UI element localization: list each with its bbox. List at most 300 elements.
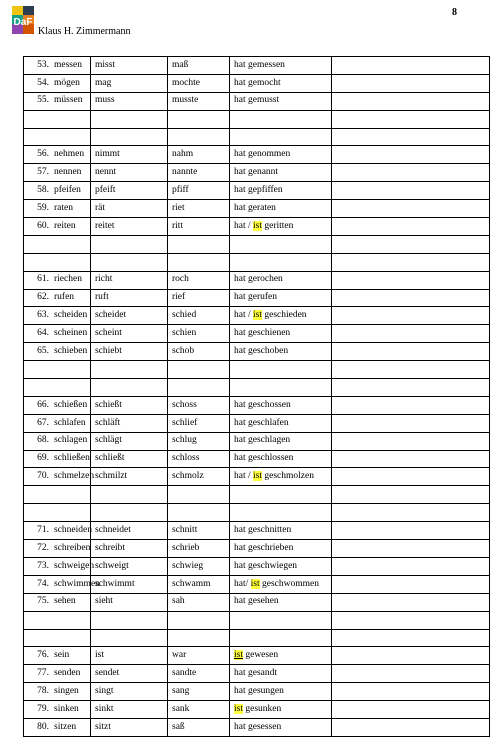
- past-cell: war: [168, 647, 230, 665]
- present-cell: reitet: [91, 218, 168, 236]
- perfect-cell: hat gerochen: [230, 271, 332, 289]
- past-cell: nannte: [168, 164, 230, 182]
- past-cell: sah: [168, 593, 230, 611]
- present-cell: schlägt: [91, 432, 168, 450]
- perfect-cell: [230, 575, 332, 593]
- perfect-cell: [230, 110, 332, 128]
- perfect-cell: [230, 629, 332, 647]
- infinitive-cell: [24, 629, 91, 647]
- page-number: 8: [452, 7, 457, 18]
- row-number: 72.: [37, 542, 49, 553]
- past-cell: schlug: [168, 432, 230, 450]
- past-cell: [168, 629, 230, 647]
- infinitive-cell: [24, 289, 91, 307]
- present-cell: [91, 379, 168, 397]
- present-cell: [91, 486, 168, 504]
- perfect-cell: hat geschwiegen: [230, 557, 332, 575]
- perfect-cell: hat gepfiffen: [230, 182, 332, 200]
- row-number: 73.: [37, 560, 49, 571]
- infinitive-cell: [24, 200, 91, 218]
- present-cell: schläft: [91, 414, 168, 432]
- infinitive-cell: [24, 379, 91, 397]
- perfect-cell: [230, 701, 332, 719]
- author-name: Klaus H. Zimmermann: [38, 26, 131, 37]
- row-number: 66.: [37, 399, 49, 410]
- infinitive-cell: [24, 557, 95, 575]
- past-cell: [168, 379, 230, 397]
- perfect-cell: hat genommen: [230, 146, 332, 164]
- blank-row: [24, 110, 490, 128]
- present-cell: [91, 235, 168, 253]
- daf-logo: [12, 6, 34, 34]
- verb-table: [23, 56, 490, 737]
- infinitive: schweigen: [54, 560, 95, 571]
- table-row: [24, 146, 490, 164]
- past-cell: [168, 361, 230, 379]
- past-cell: schob: [168, 343, 230, 361]
- table-row: [24, 396, 490, 414]
- infinitive: schieben: [54, 345, 88, 356]
- table-row: [24, 432, 490, 450]
- empty-cell: [332, 289, 490, 307]
- highlighted-aux: ist: [250, 578, 260, 589]
- table-row: [24, 325, 490, 343]
- infinitive-cell: [24, 575, 100, 593]
- empty-cell: [332, 200, 490, 218]
- past-cell: [168, 110, 230, 128]
- row-number: 56.: [37, 149, 49, 160]
- infinitive-cell: [24, 361, 91, 379]
- past-cell: schwieg: [168, 557, 230, 575]
- present-cell: scheint: [91, 325, 168, 343]
- perfect-cell: [230, 504, 332, 522]
- empty-cell: [332, 611, 490, 629]
- empty-cell: [332, 575, 490, 593]
- infinitive: scheiden: [54, 310, 88, 321]
- present-cell: [91, 504, 168, 522]
- row-number: 60.: [37, 220, 49, 231]
- empty-cell: [332, 629, 490, 647]
- perfect-cell: [230, 486, 332, 504]
- past-cell: schwamm: [168, 575, 230, 593]
- past-cell: schmolz: [168, 468, 230, 486]
- highlighted-aux: ist: [253, 220, 262, 231]
- infinitive: schlafen: [54, 417, 86, 428]
- past-cell: saß: [168, 718, 230, 736]
- present-cell: sitzt: [91, 718, 168, 736]
- perfect-cell: hat geschoben: [230, 343, 332, 361]
- empty-cell: [332, 271, 490, 289]
- row-number: 63.: [37, 310, 49, 321]
- infinitive-cell: [24, 182, 91, 200]
- empty-cell: [332, 486, 490, 504]
- infinitive-cell: [24, 701, 91, 719]
- row-number: 54.: [37, 77, 49, 88]
- row-number: 80.: [37, 721, 49, 732]
- table-row: [24, 92, 490, 110]
- present-cell: misst: [91, 57, 168, 75]
- infinitive-cell: [24, 57, 91, 75]
- past-cell: riet: [168, 200, 230, 218]
- perfect-cell: [230, 253, 332, 271]
- present-cell: ruft: [91, 289, 168, 307]
- table-row: [24, 200, 490, 218]
- infinitive-cell: [24, 218, 91, 236]
- infinitive-cell: [24, 253, 91, 271]
- empty-cell: [332, 647, 490, 665]
- perfect-cell: [230, 647, 332, 665]
- empty-cell: [332, 361, 490, 379]
- empty-cell: [332, 92, 490, 110]
- table-row: [24, 540, 490, 558]
- empty-cell: [332, 540, 490, 558]
- empty-cell: [332, 593, 490, 611]
- infinitive: schließen: [54, 453, 90, 464]
- infinitive-cell: [24, 504, 91, 522]
- infinitive-cell: [24, 522, 91, 540]
- svg-text:DaF: DaF: [13, 17, 33, 28]
- infinitive-cell: [24, 128, 91, 146]
- past-cell: roch: [168, 271, 230, 289]
- present-cell: [91, 361, 168, 379]
- perfect-cell: hat gesandt: [230, 665, 332, 683]
- present-cell: [91, 253, 168, 271]
- participle: geschmolzen: [261, 471, 314, 482]
- table-row: [24, 683, 490, 701]
- infinitive: nennen: [54, 167, 82, 178]
- highlighted-aux: ist: [234, 650, 243, 661]
- infinitive-cell: [24, 683, 91, 701]
- perfect-cell: hat genannt: [230, 164, 332, 182]
- perfect-cell: hat geschienen: [230, 325, 332, 343]
- empty-cell: [332, 74, 490, 92]
- blank-row: [24, 629, 490, 647]
- table-row: [24, 182, 490, 200]
- past-cell: nahm: [168, 146, 230, 164]
- perfect-cell: [230, 218, 332, 236]
- infinitive-cell: [24, 718, 91, 736]
- empty-cell: [332, 379, 490, 397]
- row-number: 65.: [37, 345, 49, 356]
- row-number: 62.: [37, 292, 49, 303]
- row-number: 68.: [37, 435, 49, 446]
- infinitive: singen: [54, 685, 79, 696]
- past-cell: schnitt: [168, 522, 230, 540]
- present-cell: [91, 629, 168, 647]
- past-cell: sandte: [168, 665, 230, 683]
- present-cell: scheidet: [91, 307, 168, 325]
- past-cell: sang: [168, 683, 230, 701]
- perfect-cell: hat gemusst: [230, 92, 332, 110]
- infinitive-cell: [24, 396, 91, 414]
- present-cell: schiebt: [91, 343, 168, 361]
- present-cell: [91, 110, 168, 128]
- past-cell: schied: [168, 307, 230, 325]
- empty-cell: [332, 557, 490, 575]
- row-number: 76.: [37, 650, 49, 661]
- infinitive-cell: [24, 611, 91, 629]
- empty-cell: [332, 504, 490, 522]
- table-row: [24, 557, 490, 575]
- participle: geschwommen: [259, 578, 319, 589]
- participle: gewesen: [242, 650, 279, 661]
- infinitive: sein: [54, 650, 70, 661]
- row-number: 64.: [37, 328, 49, 339]
- perfect-cell: hat gesehen: [230, 593, 332, 611]
- infinitive: schießen: [54, 399, 88, 410]
- empty-cell: [332, 182, 490, 200]
- perfect-cell: [230, 361, 332, 379]
- table-row: [24, 271, 490, 289]
- infinitive-cell: [24, 486, 91, 504]
- present-cell: schweigt: [91, 557, 168, 575]
- empty-cell: [332, 718, 490, 736]
- empty-cell: [332, 128, 490, 146]
- table-row: [24, 718, 490, 736]
- infinitive: scheinen: [54, 328, 88, 339]
- perfect-cell: hat gemessen: [230, 57, 332, 75]
- table-row: [24, 164, 490, 182]
- past-cell: [168, 253, 230, 271]
- highlighted-aux: ist: [253, 471, 262, 482]
- infinitive-cell: [24, 593, 91, 611]
- past-cell: schien: [168, 325, 230, 343]
- infinitive: riechen: [54, 274, 82, 285]
- table-row: [24, 468, 490, 486]
- table-row: [24, 57, 490, 75]
- empty-cell: [332, 468, 490, 486]
- present-cell: schreibt: [91, 540, 168, 558]
- past-cell: [168, 128, 230, 146]
- perfect-cell: hat geraten: [230, 200, 332, 218]
- infinitive: messen: [54, 59, 82, 70]
- table-row: [24, 701, 490, 719]
- present-cell: schießt: [91, 396, 168, 414]
- table-row: [24, 450, 490, 468]
- empty-cell: [332, 414, 490, 432]
- perfect-cell: hat geschlafen: [230, 414, 332, 432]
- table-row: [24, 289, 490, 307]
- past-cell: mochte: [168, 74, 230, 92]
- empty-cell: [332, 450, 490, 468]
- present-cell: richt: [91, 271, 168, 289]
- present-cell: sinkt: [91, 701, 168, 719]
- participle: geritten: [261, 220, 294, 231]
- perfect-cell: hat gemocht: [230, 74, 332, 92]
- perfect-cell: [230, 379, 332, 397]
- past-cell: schoss: [168, 396, 230, 414]
- past-cell: musste: [168, 92, 230, 110]
- empty-cell: [332, 307, 490, 325]
- table-row: [24, 522, 490, 540]
- table-row: [24, 665, 490, 683]
- empty-cell: [332, 396, 490, 414]
- present-cell: nimmt: [91, 146, 168, 164]
- empty-cell: [332, 522, 490, 540]
- perfect-cell: hat geschlossen: [230, 450, 332, 468]
- infinitive-cell: [24, 146, 91, 164]
- highlighted-aux: ist: [234, 703, 243, 714]
- row-number: 75.: [37, 596, 49, 607]
- perfect-cell: [230, 128, 332, 146]
- present-cell: nennt: [91, 164, 168, 182]
- row-number: 57.: [37, 167, 49, 178]
- past-cell: pfiff: [168, 182, 230, 200]
- empty-cell: [332, 253, 490, 271]
- present-cell: schwimmt: [91, 575, 168, 593]
- present-cell: [91, 128, 168, 146]
- present-cell: mag: [91, 74, 168, 92]
- row-number: 78.: [37, 685, 49, 696]
- perfect-aux: hat /: [234, 310, 253, 321]
- infinitive-cell: [24, 432, 91, 450]
- empty-cell: [332, 701, 490, 719]
- infinitive-cell: [24, 325, 91, 343]
- empty-cell: [332, 146, 490, 164]
- past-cell: [168, 504, 230, 522]
- past-cell: schloss: [168, 450, 230, 468]
- past-cell: [168, 235, 230, 253]
- blank-row: [24, 128, 490, 146]
- infinitive-cell: [24, 74, 91, 92]
- blank-row: [24, 504, 490, 522]
- perfect-cell: hat geschrieben: [230, 540, 332, 558]
- row-number: 77.: [37, 667, 49, 678]
- infinitive: raten: [54, 202, 73, 213]
- participle: gesunken: [242, 703, 282, 714]
- past-cell: [168, 486, 230, 504]
- infinitive-cell: [24, 540, 91, 558]
- row-number: 67.: [37, 417, 49, 428]
- present-cell: singt: [91, 683, 168, 701]
- row-number: 53.: [37, 59, 49, 70]
- present-cell: muss: [91, 92, 168, 110]
- infinitive-cell: [24, 468, 95, 486]
- infinitive-cell: [24, 343, 91, 361]
- infinitive-cell: [24, 450, 91, 468]
- infinitive-cell: [24, 92, 91, 110]
- table-row: [24, 575, 490, 593]
- present-cell: ist: [91, 647, 168, 665]
- row-number: 70.: [37, 471, 49, 482]
- row-number: 74.: [37, 578, 49, 589]
- empty-cell: [332, 683, 490, 701]
- row-number: 79.: [37, 703, 49, 714]
- present-cell: schließt: [91, 450, 168, 468]
- infinitive: schmelzen: [54, 471, 95, 482]
- highlighted-aux: ist: [253, 310, 262, 321]
- perfect-cell: [230, 235, 332, 253]
- table-row: [24, 74, 490, 92]
- empty-cell: [332, 325, 490, 343]
- past-cell: [168, 611, 230, 629]
- row-number: 61.: [37, 274, 49, 285]
- present-cell: sendet: [91, 665, 168, 683]
- empty-cell: [332, 343, 490, 361]
- past-cell: schlief: [168, 414, 230, 432]
- empty-cell: [332, 57, 490, 75]
- perfect-aux: hat/: [234, 578, 251, 589]
- present-cell: [91, 611, 168, 629]
- table-row: [24, 218, 490, 236]
- infinitive: reiten: [54, 220, 76, 231]
- past-cell: schrieb: [168, 540, 230, 558]
- blank-row: [24, 361, 490, 379]
- infinitive-cell: [24, 414, 91, 432]
- row-number: 55.: [37, 95, 49, 106]
- empty-cell: [332, 164, 490, 182]
- present-cell: schneidet: [91, 522, 168, 540]
- past-cell: maß: [168, 57, 230, 75]
- past-cell: sank: [168, 701, 230, 719]
- present-cell: rät: [91, 200, 168, 218]
- infinitive-cell: [24, 647, 91, 665]
- row-number: 71.: [37, 524, 49, 535]
- infinitive-cell: [24, 164, 91, 182]
- infinitive: schwimmen: [54, 578, 100, 589]
- perfect-cell: [230, 468, 332, 486]
- perfect-cell: hat geschlagen: [230, 432, 332, 450]
- infinitive: rufen: [54, 292, 75, 303]
- empty-cell: [332, 218, 490, 236]
- row-number: 59.: [37, 202, 49, 213]
- infinitive: pfeifen: [54, 184, 81, 195]
- row-number: 69.: [37, 453, 49, 464]
- infinitive: senden: [54, 667, 81, 678]
- perfect-cell: [230, 307, 332, 325]
- table-row: [24, 343, 490, 361]
- infinitive: müssen: [54, 95, 83, 106]
- infinitive-cell: [24, 307, 91, 325]
- blank-row: [24, 611, 490, 629]
- infinitive-cell: [24, 110, 91, 128]
- present-cell: sieht: [91, 593, 168, 611]
- blank-row: [24, 253, 490, 271]
- perfect-aux: hat /: [234, 471, 253, 482]
- infinitive-cell: [24, 235, 91, 253]
- empty-cell: [332, 432, 490, 450]
- table-row: [24, 414, 490, 432]
- infinitive: schreiben: [54, 542, 91, 553]
- table-row: [24, 593, 490, 611]
- row-number: 58.: [37, 184, 49, 195]
- table-row: [24, 307, 490, 325]
- perfect-cell: hat geschnitten: [230, 522, 332, 540]
- perfect-cell: hat gerufen: [230, 289, 332, 307]
- infinitive-cell: [24, 271, 91, 289]
- infinitive: sinken: [54, 703, 79, 714]
- table-row: [24, 647, 490, 665]
- empty-cell: [332, 110, 490, 128]
- infinitive: sitzen: [54, 721, 77, 732]
- past-cell: rief: [168, 289, 230, 307]
- blank-row: [24, 486, 490, 504]
- perfect-cell: hat gesessen: [230, 718, 332, 736]
- perfect-cell: hat geschossen: [230, 396, 332, 414]
- infinitive: schlagen: [54, 435, 88, 446]
- past-cell: ritt: [168, 218, 230, 236]
- infinitive: sehen: [54, 596, 76, 607]
- infinitive-cell: [24, 665, 91, 683]
- participle: geschieden: [261, 310, 307, 321]
- empty-cell: [332, 665, 490, 683]
- blank-row: [24, 379, 490, 397]
- perfect-cell: [230, 611, 332, 629]
- present-cell: schmilzt: [91, 468, 168, 486]
- infinitive: nehmen: [54, 149, 85, 160]
- perfect-cell: hat gesungen: [230, 683, 332, 701]
- infinitive: mögen: [54, 77, 80, 88]
